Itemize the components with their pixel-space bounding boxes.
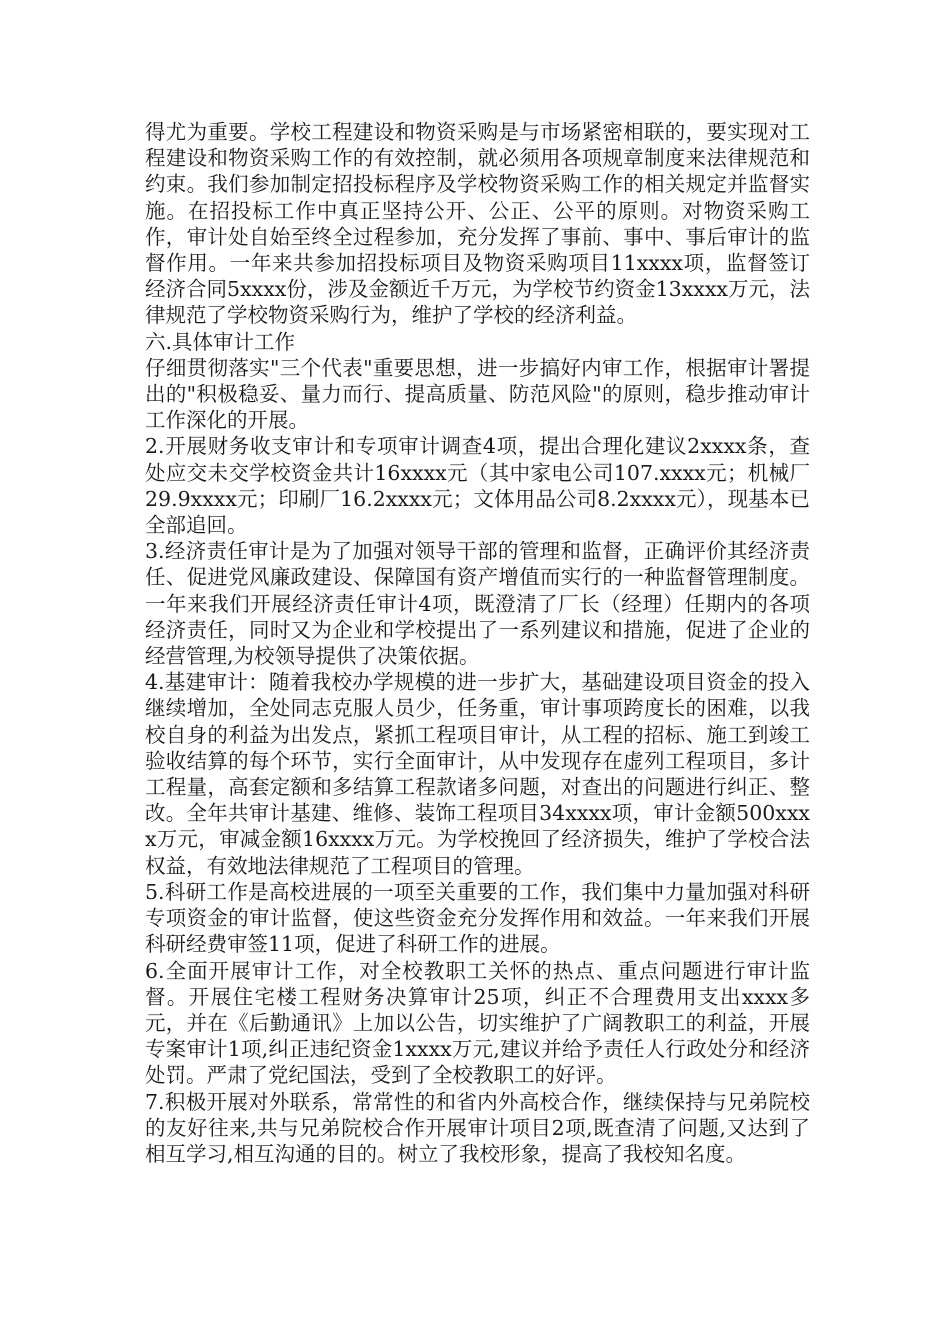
paragraph-item-2-financial-audit: 2.开展财务收支审计和专项审计调查4项，提出合理化建议2xxxx条，查处应交未交学校资金共计16xxxx元（其中家电公司107.xxxx元；机械厂29.9xxxx元；印刷厂16.2xxxx元；文体用品公司8.2xxxx元），现基本已全部追回。: [145, 434, 810, 538]
document-body: [145, 119, 810, 1167]
paragraph-item-4-construction-audit: 4.基建审计：随着我校办学规模的进一步扩大，基础建设项目资金的投入继续增加，全处同志克服人员少，任务重，审计事项跨度长的困难，以我校自身的利益为出发点，紧抓工程项目审计，从工程的招标、施工到竣工验收结算的每个环节，实行全面审计，从中发现存在虚列工程项目，多计工程量，高套定额和多结算工程款诸多问题，对查出的问题进行纠正、整改。全年共审计基建、维修、装饰工程项目34xxxx项，审计金额500xxxx万元，审减金额16xxxx万元。为学校挽回了经济损失，维护了学校合法权益，有效地法律规范了工程项目的管理。: [145, 670, 810, 878]
paragraph-procurement-audit: 得尤为重要。学校工程建设和物资采购是与市场紧密相联的，要实现对工程建设和物资采购工作的有效控制，就必须用各项规章制度来法律规范和约束。我们参加制定招投标程序及学校物资采购工作的相关规定并监督实施。在招投标工作中真正坚持公开、公正、公平的原则。对物资采购工作，审计处自始至终全过程参加，充分发挥了事前、事中、事后审计的监督作用。一年来共参加招投标项目及物资采购项目11xxxx项，监督签订经济合同5xxxx份，涉及金额近千万元，为学校节约资金13xxxx万元，法律规范了学校物资采购行为，维护了学校的经济利益。: [145, 120, 810, 328]
paragraph-item-7-external-cooperation: 7.积极开展对外联系，常常性的和省内外高校合作，继续保持与兄弟院校的友好往来,共与兄弟院校合作开展审计项目2项,既查清了问题,又达到了相互学习,相互沟通的目的。树立了我校形象，提高了我校知名度。: [145, 1089, 810, 1166]
section-heading-specific-audit-work: 六.具体审计工作: [145, 329, 296, 354]
paragraph-item-5-research-audit: 5.科研工作是高校进展的一项至关重要的工作，我们集中力量加强对科研专项资金的审计监督，使这些资金充分发挥作用和效益。一年来我们开展科研经费审签11项，促进了科研工作的进展。: [145, 879, 810, 957]
paragraph-audit-principles: 仔细贯彻落实"三个代表"重要思想，进一步搞好内审工作，根据审计署提出的"积极稳妥、量力而行、提高质量、防范风险"的原则，稳步推动审计工作深化的开展。: [145, 355, 810, 433]
paragraph-item-3-economic-responsibility-audit: 3.经济责任审计是为了加强对领导干部的管理和监督，正确评价其经济责任、促进党风廉政建设、保障国有资产增值而实行的一种监督管理制度。一年来我们开展经济责任审计4项，既澄清了厂长（经理）任期内的各项经济责任，同时又为企业和学校提出了一系列建议和措施，促进了企业的经营管理,为校领导提供了决策依据。: [145, 539, 810, 669]
paragraph-item-6-comprehensive-audit: 6.全面开展审计工作，对全校教职工关怀的热点、重点问题进行审计监督。开展住宅楼工程财务决算审计25项，纠正不合理费用支出xxxx多元，并在《后勤通讯》上加以公告，切实维护了广阔教职工的利益，开展专案审计1项,纠正违纪资金1xxxx万元,建议并给予责任人行政处分和经济处罚。严肃了党纪国法，受到了全校教职工的好评。: [145, 958, 810, 1088]
